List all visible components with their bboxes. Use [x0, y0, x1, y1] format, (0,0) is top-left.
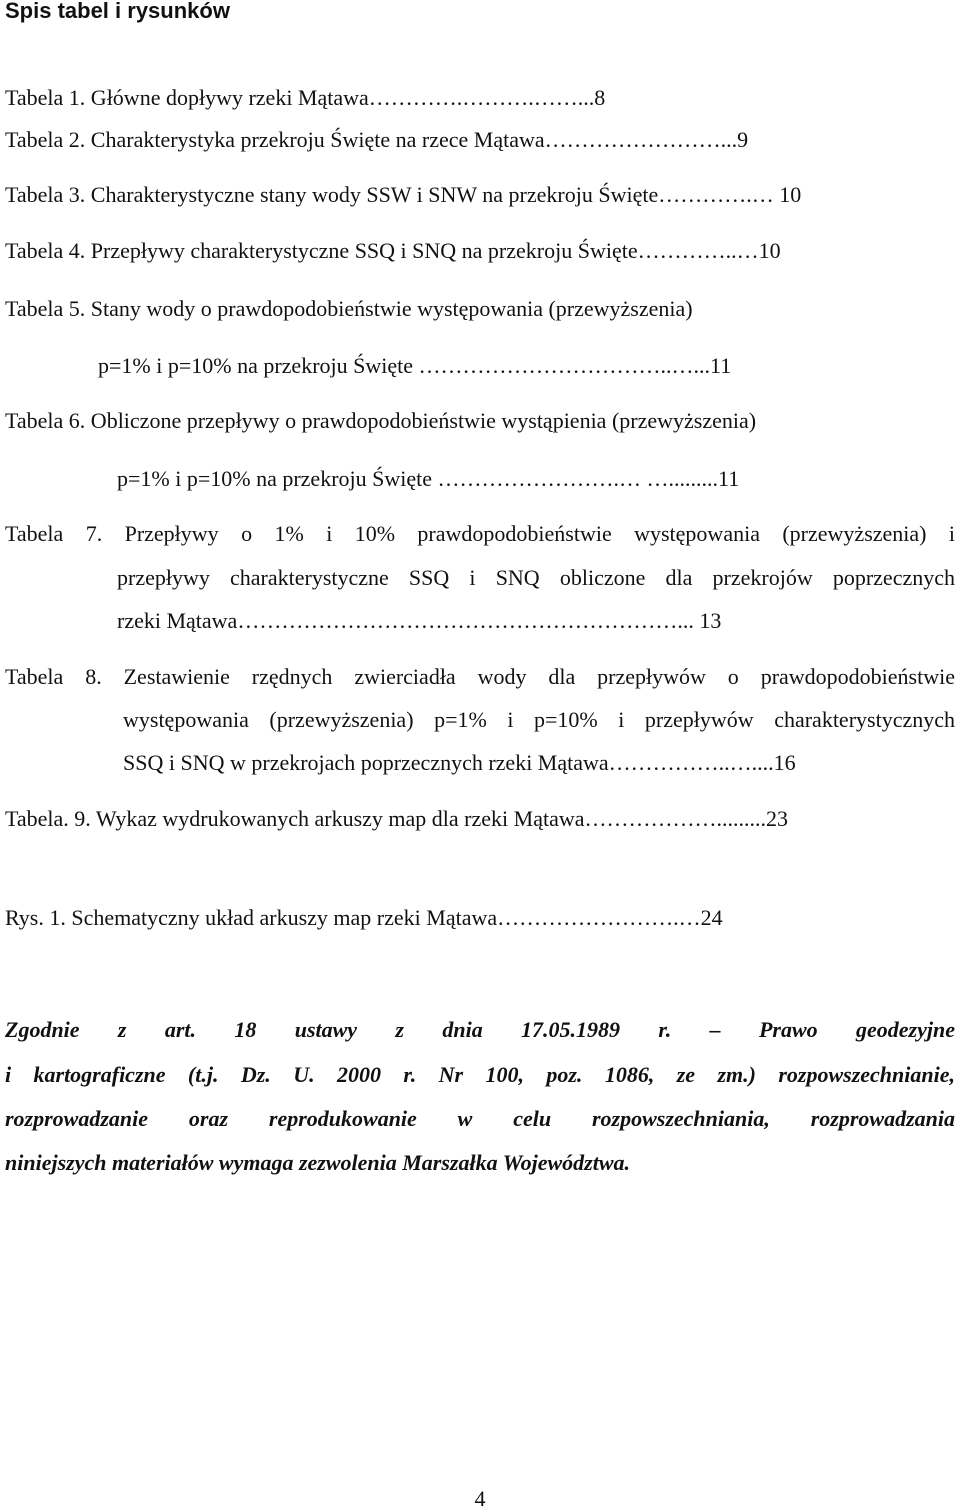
page-number: 4 [474, 1486, 486, 1511]
toc-entry-tabela-9[interactable]: Tabela. 9. Wykaz wydrukowanych arkuszy map dla rzeki Mątawa……………….........23 [5, 806, 789, 831]
toc-entry-tabela-8-cont-1[interactable]: występowania (przewyższenia) p=1% i p=10% i przepływów charakterystycznych [123, 707, 955, 732]
toc-entry-tabela-5[interactable]: Tabela 5. Stany wody o prawdopodobieństwie występowania (przewyższenia) [5, 296, 693, 321]
copyright-note-line-3: rozprowadzanie oraz reprodukowanie w celu rozpowszechniania, rozprowadzania [5, 1106, 955, 1131]
toc-entry-tabela-7-cont-1[interactable]: przepływy charakterystyczne SSQ i SNQ obliczone dla przekrojów poprzecznych [117, 565, 955, 590]
toc-entry-tabela-5-cont[interactable]: p=1% i p=10% na przekroju Święte ……………………………..…...11 [98, 353, 732, 378]
toc-entry-tabela-2[interactable]: Tabela 2. Charakterystyka przekroju Święte na rzece Mątawa……………………...9 [5, 127, 749, 152]
toc-entry-tabela-4[interactable]: Tabela 4. Przepływy charakterystyczne SSQ i SNQ na przekroju Święte…………..…10 [5, 238, 781, 263]
page-title: Spis tabel i rysunków [5, 0, 230, 23]
toc-entry-tabela-6-cont[interactable]: p=1% i p=10% na przekroju Święte …………………….… ….........11 [117, 466, 740, 491]
toc-entry-tabela-3[interactable]: Tabela 3. Charakterystyczne stany wody SSW i SNW na przekroju Święte………….… 10 [5, 182, 802, 207]
copyright-note-line-4: niniejszych materiałów wymaga zezwolenia Marszałka Województwa. [5, 1150, 631, 1175]
toc-entry-tabela-6[interactable]: Tabela 6. Obliczone przepływy o prawdopodobieństwie wystąpienia (przewyższenia) [5, 408, 757, 433]
toc-entry-tabela-1[interactable]: Tabela 1. Główne dopływy rzeki Mątawa………….……….……...8 [5, 85, 606, 110]
toc-entry-rys-1[interactable]: Rys. 1. Schematyczny układ arkuszy map rzeki Mątawa…………………….…24 [5, 905, 723, 930]
copyright-note-line-1: Zgodnie z art. 18 ustawy z dnia 17.05.1989 r. – Prawo geodezyjne [5, 1017, 955, 1042]
toc-entry-tabela-7[interactable]: Tabela 7. Przepływy o 1% i 10% prawdopodobieństwie występowania (przewyższenia) i [5, 521, 955, 546]
toc-entry-tabela-7-cont-2[interactable]: rzeki Mątawa……………………………………………………... 13 [117, 608, 722, 633]
toc-entry-tabela-8[interactable]: Tabela 8. Zestawienie rzędnych zwierciadła wody dla przepływów o prawdopodobieństwie [5, 664, 955, 689]
copyright-note-line-2: i kartograficzne (t.j. Dz. U. 2000 r. Nr 100, poz. 1086, ze zm.) rozpowszechnianie, [5, 1062, 955, 1087]
toc-entry-tabela-8-cont-2[interactable]: SSQ i SNQ w przekrojach poprzecznych rzeki Mątawa……………..…....16 [123, 750, 796, 775]
